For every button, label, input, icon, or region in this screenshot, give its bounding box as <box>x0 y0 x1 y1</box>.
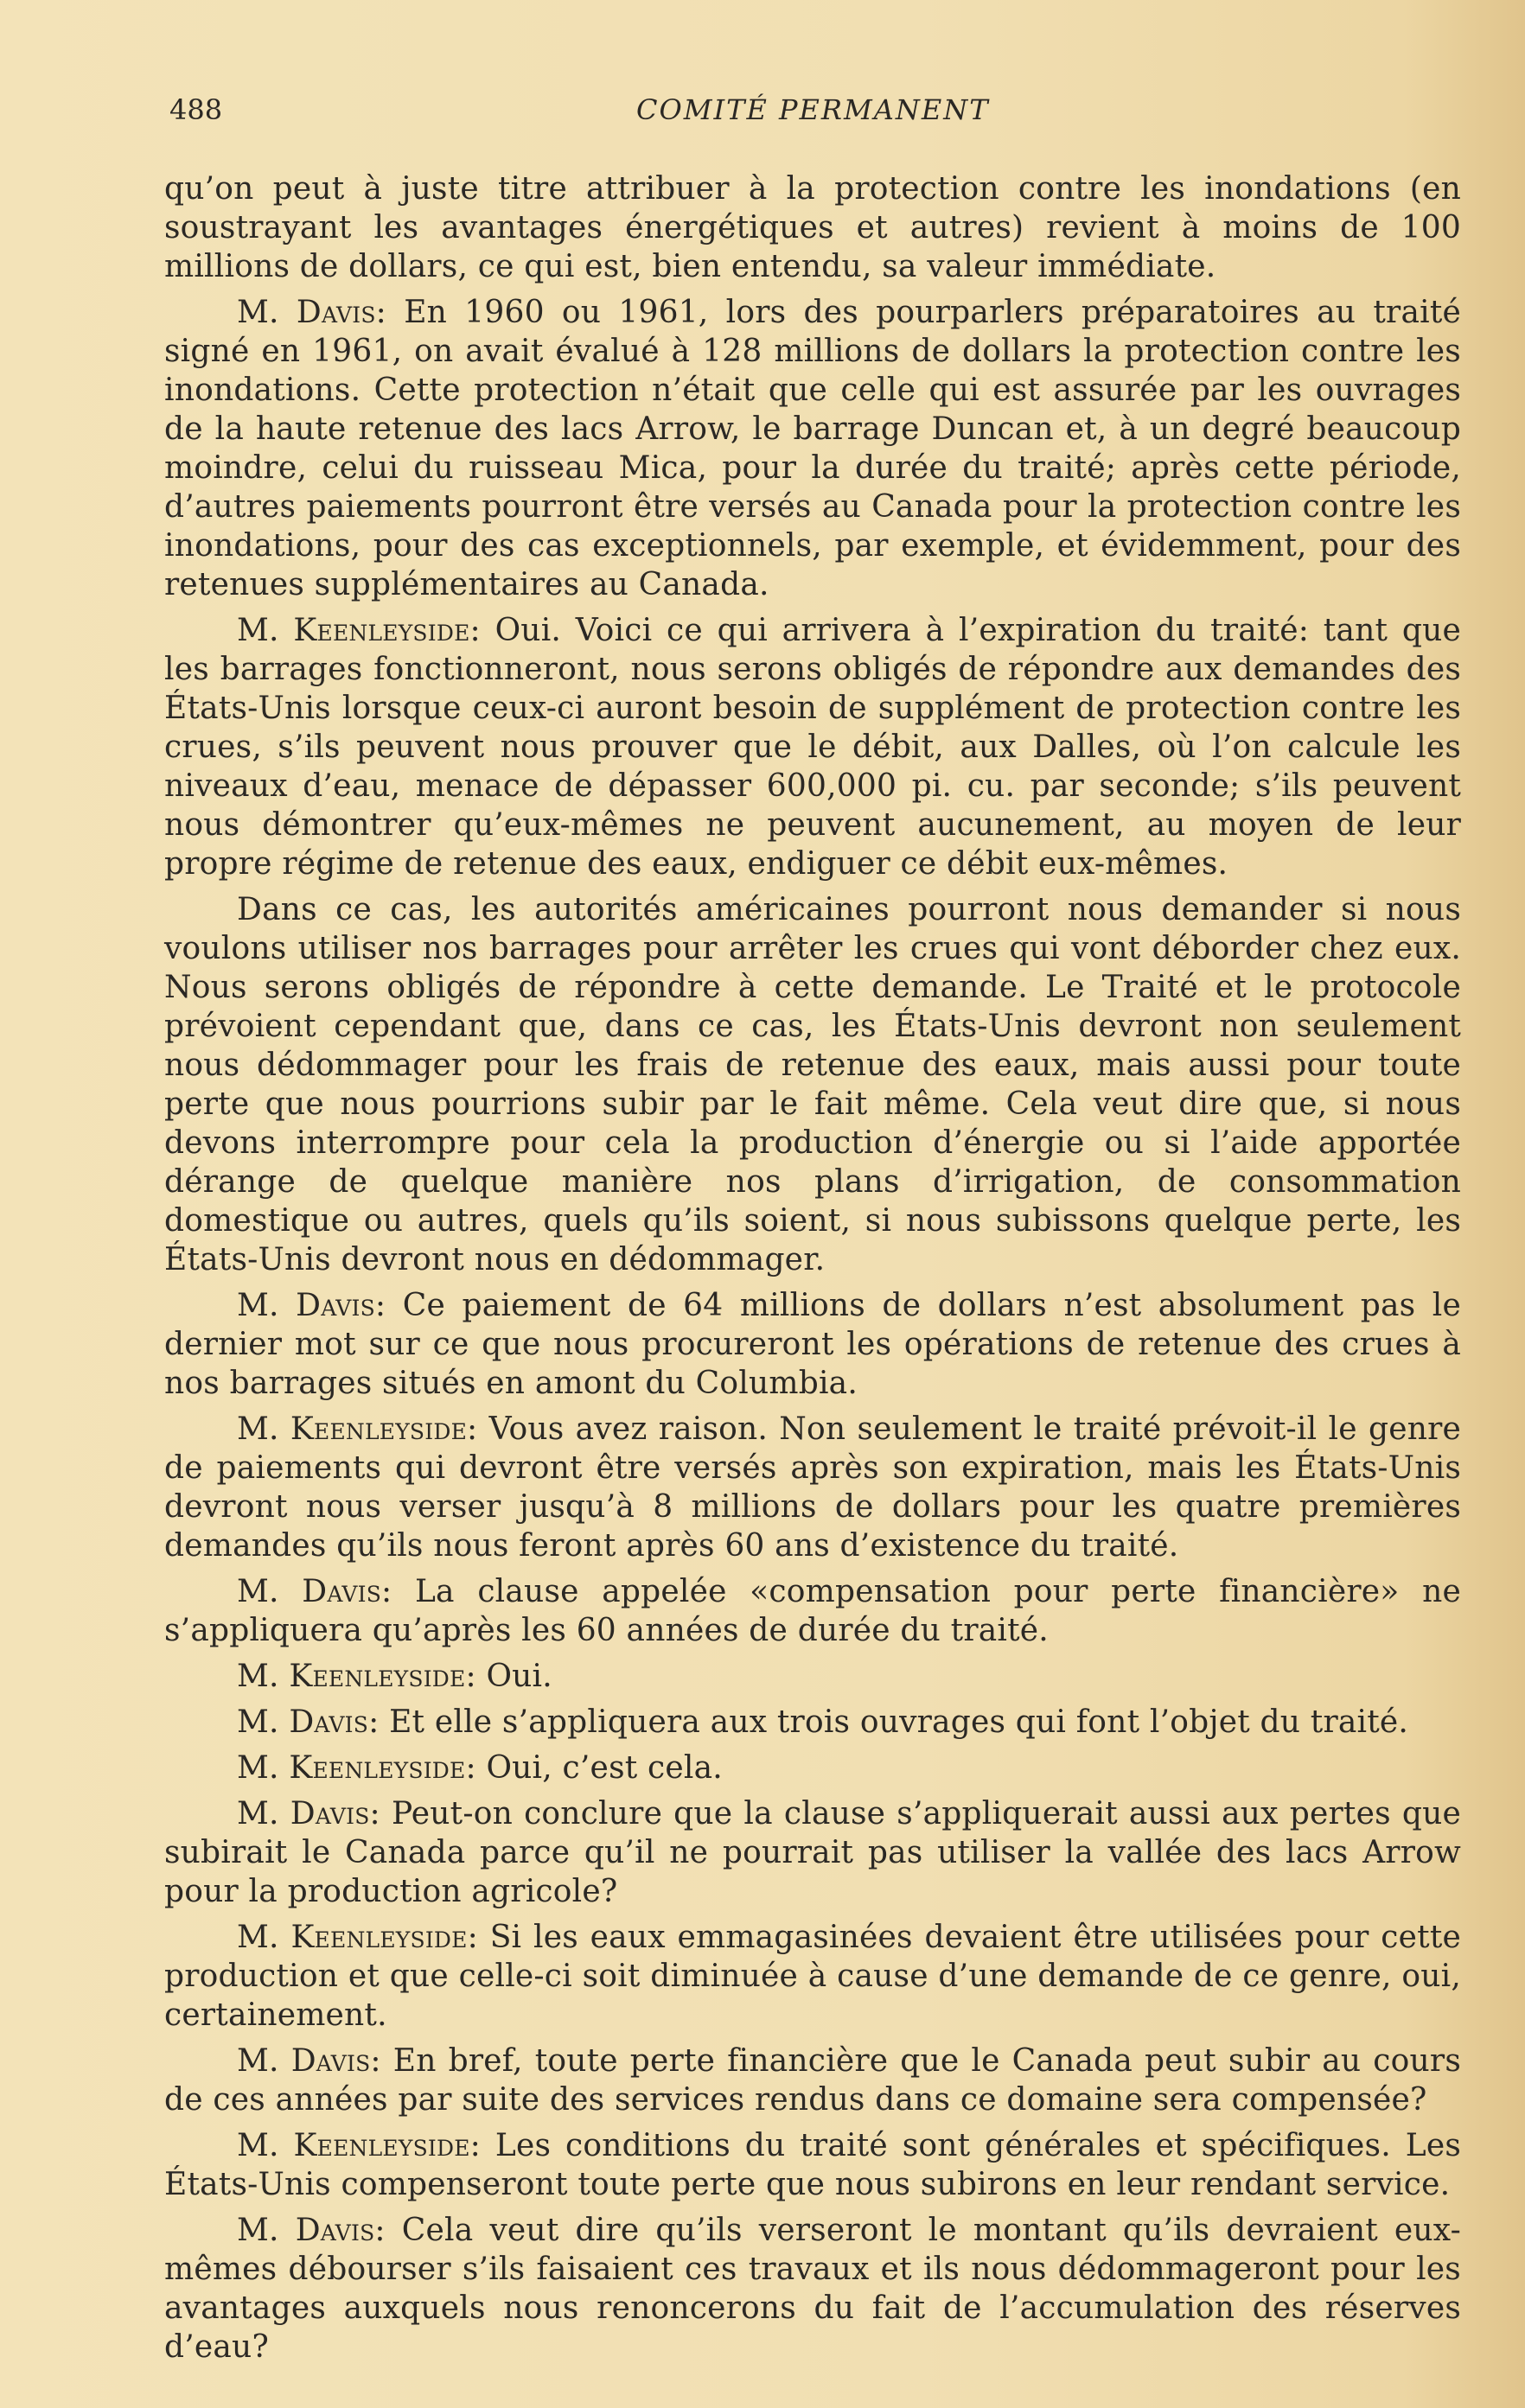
page-header <box>169 93 1466 133</box>
paragraph <box>164 1918 1461 2035</box>
paragraph <box>164 293 1461 604</box>
paragraph-text: Vous avez raison. Non seulement le traité prévoit-il le genre de paiements qui devront être versés après son expiration, mais les États-Unis devront nous verser jusqu’à 8 millions de dollars pour les quatre premières demandes qu’ils nous feront après 60 ans d’existence du traité. <box>164 1411 1462 1564</box>
speaker-name: M. Keenleyside: <box>237 1659 476 1694</box>
paragraph-text: Oui. <box>486 1659 552 1694</box>
paragraph <box>164 2126 1461 2204</box>
paragraph <box>164 1286 1461 1403</box>
page-number: 488 <box>169 93 223 126</box>
paragraph <box>164 890 1461 1279</box>
paragraph-text: qu’on peut à juste titre attribuer à la protection contre les inondations (en soustrayant les avantages énergétiques et autres) revient à moins de 100 millions de dollars, ce qui est, bien entendu, sa valeur immédiate. <box>164 171 1461 284</box>
speaker-name: M. Keenleyside: <box>237 1920 478 1955</box>
paragraph <box>164 1410 1461 1565</box>
paragraph-text: Et elle s’appliquera aux trois ouvrages qui font l’objet du traité. <box>389 1704 1409 1740</box>
speaker-name: M. Davis: <box>237 2213 386 2248</box>
speaker-name: M. Keenleyside: <box>237 1750 476 1786</box>
speaker-name: M. Davis: <box>237 1796 380 1831</box>
paragraph <box>164 2042 1461 2119</box>
paragraph-text: La clause appelée «compensation pour perte financière» ne s’appliquera qu’après les 60 années de durée du traité. <box>164 1574 1461 1648</box>
paragraph-text: En 1960 ou 1961, lors des pourparlers préparatoires au traité signé en 1961, on avait évalué à 128 millions de dollars la protection contre les inondations. Cette protection n’était que celle qui est assurée par les ouvrages de la haute retenue des lacs Arrow, le barrage Duncan et, à un degré beaucoup moindre, celui du ruisseau Mica, pour la durée du traité; après cette période, d’autres paiements pourront être versés au Canada pour la protection contre les inondations, pour des cas exceptionnels, par exemple, et évidemment, pour des retenues supplémentaires au Canada. <box>164 295 1461 602</box>
paragraph <box>164 611 1461 883</box>
body-text <box>164 169 1461 2373</box>
paragraph-text: Oui, c’est cela. <box>486 1750 723 1786</box>
paragraph-text: En bref, toute perte financière que le Canada peut subir au cours de ces années par suite des services rendus dans ce domaine sera compensée? <box>164 2043 1462 2118</box>
speaker-name: M. Keenleyside: <box>237 2128 482 2163</box>
paragraph <box>164 1749 1461 1787</box>
paragraph <box>164 1703 1461 1742</box>
paragraph <box>164 169 1461 286</box>
speaker-name: M. Davis: <box>237 295 386 330</box>
speaker-name: M. Keenleyside: <box>237 1411 478 1447</box>
paragraph-text: Cela veut dire qu’ils verseront le montant qu’ils devraient eux-mêmes débourser s’ils faisaient ces travaux et ils nous dédommageront pour les avantages auxquels nous renoncerons du fait de l’accumulation des réserves d’eau? <box>164 2213 1461 2365</box>
paragraph-text: Peut-on conclure que la clause s’appliquerait aussi aux pertes que subirait le Canada parce qu’il ne pourrait pas utiliser la vallée des lacs Arrow pour la production agricole? <box>164 1796 1461 1909</box>
running-title: COMITÉ PERMANENT <box>636 93 990 126</box>
speaker-name: M. Davis: <box>237 1574 392 1609</box>
paragraph <box>164 1572 1461 1650</box>
paragraph-text: Ce paiement de 64 millions de dollars n’est absolument pas le dernier mot sur ce que nous procureront les opérations de retenue des crues à nos barrages situés en amont du Columbia. <box>164 1288 1461 1401</box>
paragraph-text: Les conditions du traité sont générales et spécifiques. Les États-Unis compenseront toute perte que nous subirons en leur rendant service. <box>164 2128 1461 2202</box>
paragraph <box>164 1657 1461 1696</box>
speaker-name: M. Davis: <box>237 2043 381 2079</box>
paragraph-text: Oui. Voici ce qui arrivera à l’expiration du traité: tant que les barrages fonctionneront, nous serons obligés de répondre aux demandes des États-Unis lorsque ceux-ci auront besoin de supplément de protection contre les crues, s’ils peuvent nous prouver que le débit, aux Dalles, où l’on calcule les niveaux d’eau, menace de dépasser 600,000 pi. cu. par seconde; s’ils peuvent nous démontrer qu’eux-mêmes ne peuvent aucunement, au moyen de leur propre régime de retenue des eaux, endiguer ce débit eux-mêmes. <box>164 613 1462 882</box>
paragraph <box>164 1794 1461 1911</box>
paragraph-text: Si les eaux emmagasinées devaient être utilisées pour cette production et que celle-ci soit diminuée à cause d’une demande de ce genre, oui, certainement. <box>164 1920 1461 2033</box>
paragraph-text: Dans ce cas, les autorités américaines pourront nous demander si nous voulons utiliser nos barrages pour arrêter les crues qui vont déborder chez eux. Nous serons obligés de répondre à cette demande. Le Traité et le protocole prévoient cependant que, dans ce cas, les États-Unis devront non seulement nous dédommager pour les frais de retenue des eaux, mais aussi pour toute perte que nous pourrions subir par le fait même. Cela veut dire que, si nous devons interrompre pour cela la production d’énergie ou si l’aide apportée dérange de quelque manière nos plans d’irrigation, de consommation domestique ou autres, quels qu’ils soient, si nous subissons quelque perte, les États-Unis devront nous en dédommager. <box>164 892 1461 1277</box>
speaker-name: M. Davis: <box>237 1288 386 1323</box>
speaker-name: M. Keenleyside: <box>237 613 481 648</box>
speaker-name: M. Davis: <box>237 1704 380 1740</box>
paragraph <box>164 2211 1461 2367</box>
